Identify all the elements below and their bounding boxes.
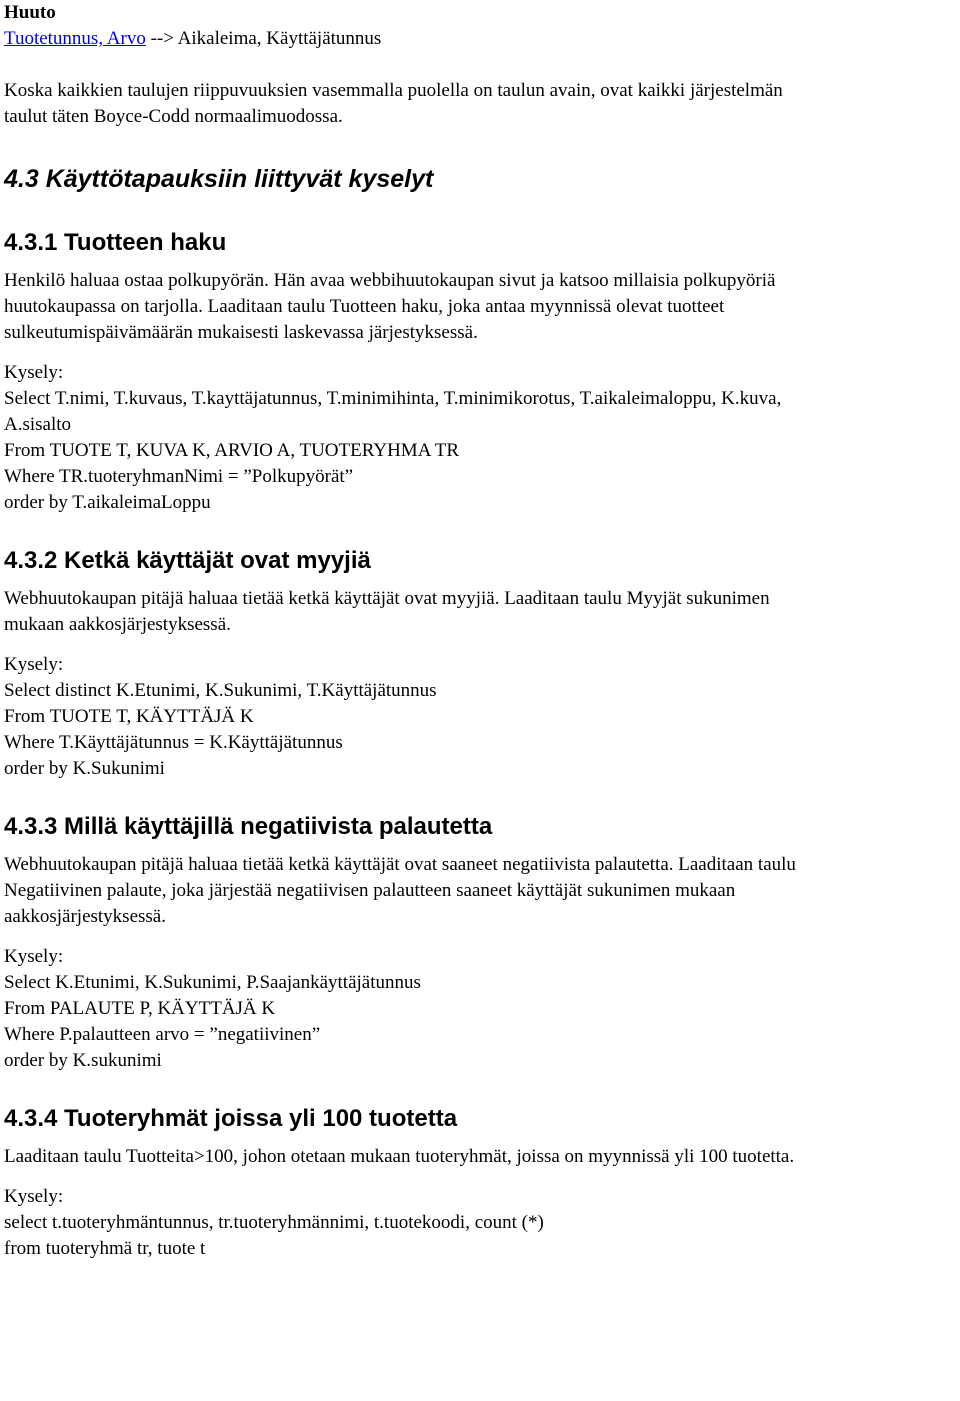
query-line: Where P.palautteen arvo = ”negatiivinen” [4, 1024, 321, 1045]
query-label: Kysely: [4, 362, 64, 383]
paragraph-line: mukaan aakkosjärjestyksessä. [4, 614, 231, 635]
query-line: From TUOTE T, KÄYTTÄJÄ K [4, 706, 254, 727]
query-line: From PALAUTE P, KÄYTTÄJÄ K [4, 998, 276, 1019]
paragraph-line: Negatiivinen palaute, joka järjestää negatiivisen palautteen saaneet käyttäjät sukunimen mukaan [4, 880, 736, 901]
query-label: Kysely: [4, 1186, 64, 1207]
query-line: order by T.aikaleimaLoppu [4, 492, 211, 513]
sql-query [4, 678, 956, 782]
query-line: from tuoteryhmä tr, tuote t [4, 1238, 206, 1259]
paragraph-line: aakkosjärjestyksessä. [4, 906, 166, 927]
key-fields-link[interactable]: Tuotetunnus, Arvo [4, 28, 146, 49]
dependency-arrow: --> [145, 28, 178, 49]
sql-query [4, 1210, 956, 1262]
query-line: A.sisalto [4, 414, 72, 435]
table-title: Huuto [4, 2, 56, 23]
query-line: Select distinct K.Etunimi, K.Sukunimi, T.Käyttäjätunnus [4, 680, 437, 701]
query-line: Where TR.tuoteryhmanNimi = ”Polkupyörät” [4, 466, 354, 487]
paragraph-line: Henkilö haluaa ostaa polkupyörän. Hän avaa webbihuutokaupan sivut ja katsoo millaisia polkupyöriä [4, 270, 776, 291]
paragraph-line: Webhuutokaupan pitäjä haluaa tietää ketkä käyttäjät ovat saaneet negatiivista palautetta. Laaditaan taulu [4, 854, 796, 875]
subsection-heading-4-3-4: 4.3.4 Tuoteryhmät joissa yli 100 tuotetta [4, 1105, 458, 1132]
query-line: Where T.Käyttäjätunnus = K.Käyttäjätunnus [4, 732, 343, 753]
query-line: Select K.Etunimi, K.Sukunimi, P.Saajankäyttäjätunnus [4, 972, 421, 993]
dependent-fields: Aikaleima, Käyttäjätunnus [177, 28, 382, 49]
subsection-heading-4-3-2: 4.3.2 Ketkä käyttäjät ovat myyjiä [4, 547, 371, 574]
subsection-paragraph [4, 586, 956, 638]
sql-query [4, 970, 956, 1074]
query-label: Kysely: [4, 946, 64, 967]
paragraph-line: Laaditaan taulu Tuotteita>100, johon otetaan mukaan tuoteryhmät, joissa on myynnissä yli 100 tuotetta. [4, 1146, 795, 1167]
subsection-paragraph [4, 852, 956, 930]
paragraph-line: Koska kaikkien taulujen riippuvuuksien vasemmalla puolella on taulun avain, ovat kaikki järjestelmän [4, 80, 783, 101]
query-line: order by K.Sukunimi [4, 758, 165, 779]
subsection-heading-4-3-1: 4.3.1 Tuotteen haku [4, 229, 227, 256]
paragraph-line: sulkeutumispäivämäärän mukaisesti laskevassa järjestyksessä. [4, 322, 478, 343]
query-label: Kysely: [4, 654, 64, 675]
section-heading-4-3: 4.3 Käyttötapauksiin liittyvät kyselyt [4, 165, 434, 193]
query-line: order by K.sukunimi [4, 1050, 162, 1071]
sql-query [4, 386, 956, 516]
subsection-paragraph [4, 1144, 956, 1170]
query-line: select t.tuoteryhmäntunnus, tr.tuoteryhmännimi, t.tuotekoodi, count (*) [4, 1212, 544, 1233]
query-line: From TUOTE T, KUVA K, ARVIO A, TUOTERYHMA TR [4, 440, 460, 461]
paragraph-line: huutokaupassa on tarjolla. Laaditaan taulu Tuotteen haku, joka antaa myynnissä olevat tuotteet [4, 296, 725, 317]
query-line: Select T.nimi, T.kuvaus, T.kayttäjatunnus, T.minimihinta, T.minimikorotus, T.aikaleimaloppu, K.kuva, [4, 388, 782, 409]
normal-form-paragraph [4, 78, 956, 130]
subsection-heading-4-3-3: 4.3.3 Millä käyttäjillä negatiivista palautetta [4, 813, 493, 840]
paragraph-line: Webhuutokaupan pitäjä haluaa tietää ketkä käyttäjät ovat myyjiä. Laaditaan taulu Myyjät sukunimen [4, 588, 770, 609]
paragraph-line: taulut täten Boyce-Codd normaalimuodossa. [4, 106, 343, 127]
document-page [4, 0, 956, 1262]
subsection-paragraph [4, 268, 956, 346]
dependency-line [4, 26, 956, 52]
